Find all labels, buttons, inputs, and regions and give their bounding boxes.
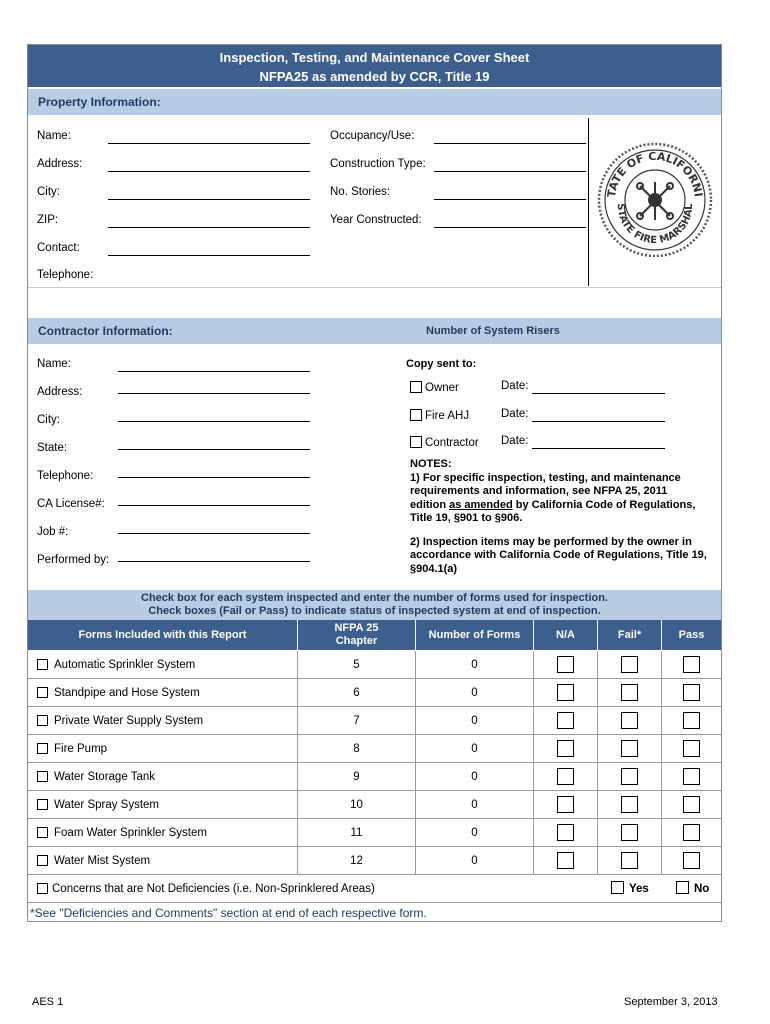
na-checkbox[interactable] [557,852,574,869]
fail-cell [598,651,662,678]
property-bottom-rule [28,287,721,288]
number-of-forms-cell[interactable]: 0 [416,791,534,818]
na-checkbox[interactable] [557,684,574,701]
property-field-input[interactable] [108,255,310,256]
property-field-label: ZIP: [37,214,59,226]
header-number-of-forms: Number of Forms [416,620,534,650]
instructions-band [28,590,721,620]
fail-checkbox[interactable] [621,768,638,785]
pass-cell [662,651,721,678]
instructions-line-2: Check boxes (Fail or Pass) to indicate status of inspected system at end of inspection. [148,605,601,617]
fail-checkbox[interactable] [621,656,638,673]
copy-recipient-label: Owner [425,382,459,394]
na-cell [534,847,598,874]
contractor-heading: Contractor Information: [38,324,173,338]
note1-line-a: 1) For specific inspection, testing, and maintenance [410,471,681,484]
na-checkbox[interactable] [557,824,574,841]
pass-checkbox[interactable] [683,768,700,785]
header-fail: Fail* [598,620,662,650]
svg-text:STATE FIRE MARSHAL: STATE FIRE MARSHAL [614,203,696,247]
fail-checkbox[interactable] [621,684,638,701]
chapter-cell: 12 [298,847,416,874]
form-name-cell [28,735,298,762]
copy-date-label: Date: [501,380,529,392]
concerns-no-checkbox[interactable] [676,881,689,894]
form-name: Private Water Supply System [54,714,204,727]
pass-checkbox[interactable] [683,684,700,701]
form-name: Water Storage Tank [54,770,155,783]
chapter-cell: 10 [298,791,416,818]
pass-cell [662,847,721,874]
pass-checkbox[interactable] [683,824,700,841]
header-forms: Forms Included with this Report [28,620,298,650]
header-chapter [298,620,416,650]
concerns-label: Concerns that are Not Deficiencies (i.e. Non-Sprinklered Areas) [52,883,375,895]
chapter-cell: 11 [298,819,416,846]
property-field-label: Occupancy/Use: [330,130,415,142]
system-checkbox[interactable] [37,743,48,754]
pass-cell [662,707,721,734]
na-checkbox[interactable] [557,768,574,785]
note1-line-b: requirements and information, see NFPA 25, 2011 [410,485,668,497]
header-chapter-line-1: NFPA 25 [334,622,379,634]
form-name-cell [28,679,298,706]
number-of-forms-cell[interactable]: 0 [416,735,534,762]
chapter-cell: 5 [298,651,416,678]
na-cell [534,707,598,734]
fail-cell [598,819,662,846]
contractor-field-label: City: [37,414,60,426]
concerns-no-label: No [694,883,710,895]
number-of-forms-cell[interactable]: 0 [416,847,534,874]
form-name-cell [28,791,298,818]
na-checkbox[interactable] [557,740,574,757]
fail-checkbox[interactable] [621,824,638,841]
contractor-field-input[interactable] [118,421,310,422]
system-checkbox[interactable] [37,687,48,698]
pass-cell [662,819,721,846]
contractor-field-label: Job #: [37,526,69,538]
contractor-field-label: Telephone: [37,470,94,482]
pass-checkbox[interactable] [683,796,700,813]
table-row [28,735,721,763]
contractor-field-input[interactable] [118,393,310,394]
fail-checkbox[interactable] [621,740,638,757]
table-row [28,679,721,707]
property-field-input[interactable] [108,227,310,228]
na-checkbox[interactable] [557,712,574,729]
pass-cell [662,763,721,790]
concerns-yes-label: Yes [629,883,649,895]
chapter-cell: 8 [298,735,416,762]
note1-pre: edition [410,498,450,511]
contractor-field-input[interactable] [118,477,310,478]
note1-post: by California Code of Regulations, [512,498,696,511]
footer-date: September 3, 2013 [624,996,718,1008]
notes-heading: NOTES: [410,458,452,470]
risers-heading: Number of System Risers [426,325,560,337]
pass-cell [662,791,721,818]
concerns-yes-checkbox[interactable] [611,881,624,894]
note1-line-c [410,499,720,513]
contractor-section-header [28,318,721,344]
system-checkbox[interactable] [37,771,48,782]
contractor-field-label: State: [37,442,68,454]
copy-sent-to-label: Copy sent to: [406,358,477,370]
title-band [28,45,721,87]
note1-line-d: Title 19, §901 to §906. [410,512,523,524]
copy-date-label: Date: [501,408,529,420]
form-name: Water Mist System [54,854,151,867]
form-name: Fire Pump [54,742,108,755]
chapter-cell: 6 [298,679,416,706]
na-cell [534,679,598,706]
contractor-field-input[interactable] [118,533,310,534]
copy-date-input[interactable] [532,448,665,449]
contractor-field-input[interactable] [118,561,310,562]
table-row [28,763,721,791]
property-field-input[interactable] [434,143,586,144]
fail-cell [598,791,662,818]
form-name: Automatic Sprinkler System [54,658,196,671]
form-name: Foam Water Sprinkler System [54,826,207,839]
number-of-forms-cell[interactable]: 0 [416,819,534,846]
system-checkbox[interactable] [37,855,48,866]
property-field-label: Contact: [37,242,80,254]
property-field-label: Year Constructed: [330,214,422,226]
number-of-forms-cell[interactable]: 0 [416,707,534,734]
na-cell [534,791,598,818]
table-row [28,707,721,735]
deficiencies-footnote: *See "Deficiencies and Comments" section at end of each respective form. [30,906,427,920]
system-checkbox[interactable] [37,827,48,838]
na-cell [534,651,598,678]
title-line-1: Inspection, Testing, and Maintenance Cover Sheet [219,50,530,65]
fail-cell [598,847,662,874]
number-of-forms-cell[interactable]: 0 [416,651,534,678]
copy-owner-checkbox[interactable] [410,381,422,393]
property-field-label: Construction Type: [330,158,426,170]
header-na: N/A [534,620,598,650]
form-name-cell [28,651,298,678]
copy-recipient-label: Fire AHJ [425,410,470,422]
table-row [28,819,721,847]
form-name-cell [28,819,298,846]
pass-checkbox[interactable] [683,712,700,729]
form-name-cell [28,847,298,874]
form-name: Water Spray System [54,798,160,811]
property-field-label: City: [37,186,60,198]
copy-date-label: Date: [501,435,529,447]
property-field-label: No. Stories: [330,186,391,198]
fail-checkbox[interactable] [621,712,638,729]
chapter-cell: 9 [298,763,416,790]
seal-divider [588,118,589,286]
property-field-input[interactable] [434,171,586,172]
footer-form-id: AES 1 [32,996,64,1008]
forms-table-header [28,620,721,650]
property-field-input[interactable] [108,171,310,172]
fail-cell [598,679,662,706]
property-heading: Property Information: [38,95,161,109]
copy-date-input[interactable] [532,393,665,394]
copy-fire-ahj-checkbox[interactable] [410,409,422,421]
fail-checkbox[interactable] [621,852,638,869]
table-row [28,791,721,819]
contractor-field-input[interactable] [118,449,310,450]
fail-cell [598,735,662,762]
svg-text:STATE OF CALIFORNIA: TATE OF CALIFORNI [605,149,705,199]
copy-contractor-checkbox[interactable] [410,436,422,448]
pass-checkbox[interactable] [683,656,700,673]
contractor-field-input[interactable] [118,505,310,506]
form-name-cell [28,763,298,790]
property-field-input[interactable] [108,199,310,200]
instructions-line-1: Check box for each system inspected and enter the number of forms used for inspection. [141,592,608,604]
fail-cell [598,763,662,790]
pass-cell [662,735,721,762]
header-chapter-line-2: Chapter [335,635,378,647]
table-row [28,651,721,679]
form-name-cell [28,707,298,734]
pass-checkbox[interactable] [683,740,700,757]
property-field-input[interactable] [434,227,586,228]
notes-block [410,458,720,576]
concerns-row [28,876,721,903]
contractor-field-label: Performed by: [37,554,110,566]
contractor-field-input[interactable] [118,371,310,372]
system-checkbox[interactable] [37,659,48,670]
property-field-label: Address: [37,158,83,170]
pass-cell [662,679,721,706]
header-pass: Pass [678,628,705,641]
na-checkbox[interactable] [557,656,574,673]
contractor-field-label: Name: [37,358,71,370]
table-row [28,847,721,875]
property-section-header [28,89,721,115]
note2-line-c: §904.1(a) [410,562,458,575]
na-checkbox[interactable] [557,796,574,813]
property-field-input[interactable] [434,199,586,200]
system-checkbox[interactable] [37,799,48,810]
chapter-cell: 7 [298,707,416,734]
pass-checkbox[interactable] [683,852,700,869]
copy-date-input[interactable] [532,421,665,422]
state-fire-marshal-seal [596,134,714,266]
contractor-field-label: Address: [37,386,83,398]
note2-line-b: accordance with California Code of Regulations, Title 19, [410,549,707,561]
system-checkbox[interactable] [37,715,48,726]
form-name: Standpipe and Hose System [54,686,200,699]
na-cell [534,819,598,846]
number-of-forms-cell[interactable]: 0 [416,763,534,790]
contractor-field-label: CA License#: [37,498,105,510]
title-line-2: NFPA25 as amended by CCR, Title 19 [259,69,490,84]
na-cell [534,735,598,762]
note2-line-a: 2) Inspection items may be performed by the owner in [410,535,692,548]
property-field-label: Name: [37,130,71,142]
fail-cell [598,707,662,734]
fail-checkbox[interactable] [621,796,638,813]
property-field-label: Telephone: [37,269,94,281]
copy-recipient-label: Contractor [425,437,479,449]
property-field-input[interactable] [108,143,310,144]
note1-underlined: as amended [449,498,513,511]
number-of-forms-cell[interactable]: 0 [416,679,534,706]
na-cell [534,763,598,790]
concerns-checkbox[interactable] [37,883,48,894]
